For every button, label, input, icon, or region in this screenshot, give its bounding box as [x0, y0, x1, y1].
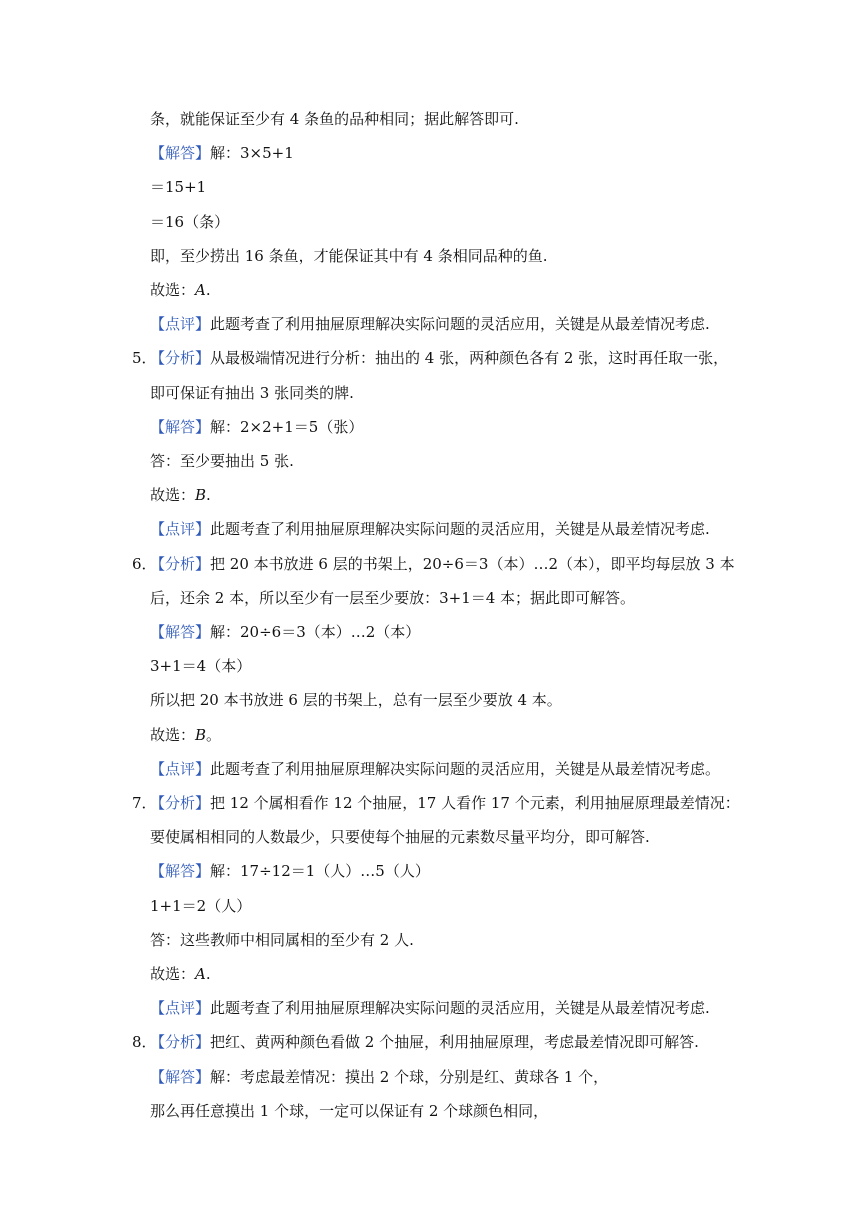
- question-number: 8．: [132, 1033, 157, 1052]
- text-line: [150, 929, 414, 951]
- line-text: 3+1＝4（本）: [150, 657, 252, 676]
- section-tag: 【分析】: [150, 1033, 211, 1052]
- answer-punct: .: [205, 281, 211, 299]
- line-text: 答：这些教师中相同属相的至少有 2 人.: [150, 930, 414, 949]
- line-text: 答：至少要抽出 5 张.: [150, 452, 294, 470]
- line-text: 条，就能保证至少有 4 条鱼的品种相同；据此解答即可.: [150, 110, 519, 128]
- line-text: 故选：: [150, 281, 196, 299]
- line-text: 后，还余 2 本，所以至少有一层至少要放：3+1＝4 本；据此即可解答。: [150, 588, 636, 607]
- text-line: [132, 553, 735, 575]
- text-line: [150, 382, 354, 404]
- answer-punct: .: [205, 965, 211, 983]
- section-tag: 【解答】: [150, 144, 211, 163]
- text-line: [150, 689, 562, 711]
- text-line: [150, 1066, 608, 1088]
- line-text: 把红、黄两种颜色看做 2 个抽屉，利用抽屉原理，考虑最差情况即可解答.: [210, 1033, 699, 1052]
- line-text: 解：17÷12＝1（人）…5（人）: [210, 862, 430, 881]
- text-line: [150, 724, 221, 746]
- section-tag: 【解答】: [150, 623, 211, 641]
- line-text: 所以把 20 本书放进 6 层的书架上，总有一层至少要放 4 本。: [150, 691, 562, 710]
- text-line: [132, 347, 729, 369]
- line-text: ＝15+1: [150, 178, 207, 197]
- text-line: [150, 655, 251, 677]
- text-line: [150, 450, 294, 472]
- line-text: 故选：: [150, 486, 196, 505]
- section-tag: 【点评】: [150, 999, 211, 1018]
- text-line: [150, 826, 650, 848]
- text-line: [150, 997, 710, 1019]
- text-line: [150, 279, 211, 301]
- section-tag: 【分析】: [150, 349, 211, 368]
- answer-punct: 。: [206, 725, 222, 744]
- section-tag: 【解答】: [150, 417, 211, 436]
- line-text: 此题考查了利用抽屉原理解决实际问题的灵活应用，关键是从最差情况考虑.: [210, 520, 710, 539]
- text-line: [132, 792, 740, 814]
- text-line: [150, 860, 430, 882]
- line-text: 故选：: [150, 725, 196, 744]
- text-line: [150, 313, 710, 335]
- text-line: [150, 895, 251, 917]
- question-number: 5．: [132, 349, 157, 368]
- text-line: [150, 211, 229, 233]
- line-text: 把 12 个属相看作 12 个抽屉，17 人看作 17 个元素，利用抽屉原理最差情况：: [210, 794, 740, 812]
- question-number: 6．: [132, 554, 157, 573]
- line-text: 解：3×5+1: [210, 144, 294, 163]
- section-tag: 【解答】: [150, 862, 211, 881]
- text-line: [132, 1031, 699, 1053]
- text-line: [150, 108, 519, 130]
- answer-letter: B: [195, 486, 207, 505]
- section-tag: 【分析】: [150, 554, 211, 573]
- line-text: 从最极端情况进行分析：抽出的 4 张，两种颜色各有 2 张，这时再任取一张，: [210, 349, 729, 368]
- answer-letter: B: [195, 725, 207, 744]
- text-line: [150, 758, 720, 780]
- line-text: 故选：: [150, 965, 196, 983]
- section-tag: 【分析】: [150, 794, 211, 812]
- answer-letter: A: [195, 281, 206, 299]
- answer-punct: .: [206, 486, 211, 505]
- section-tag: 【点评】: [150, 315, 211, 334]
- text-line: [150, 1100, 548, 1122]
- section-tag: 【解答】: [150, 1067, 211, 1086]
- text-line: [150, 245, 547, 267]
- line-text: 即，至少捞出 16 条鱼，才能保证其中有 4 条相同品种的鱼.: [150, 246, 548, 265]
- line-text: 解：20÷6＝3（本）…2（本）: [210, 623, 421, 641]
- section-tag: 【点评】: [150, 759, 211, 778]
- text-line: [150, 621, 420, 643]
- text-line: [150, 518, 710, 540]
- line-text: 即可保证有抽出 3 张同类的牌.: [150, 383, 354, 402]
- question-number: 7．: [132, 794, 157, 812]
- text-line: [150, 484, 211, 506]
- text-line: [150, 587, 635, 609]
- line-text: 解：考虑最差情况：摸出 2 个球，分别是红、黄球各 1 个，: [210, 1067, 609, 1086]
- answer-letter: A: [195, 965, 206, 983]
- line-text: 此题考查了利用抽屉原理解决实际问题的灵活应用，关键是从最差情况考虑.: [210, 999, 710, 1018]
- line-text: 此题考查了利用抽屉原理解决实际问题的灵活应用，关键是从最差情况考虑.: [210, 315, 710, 334]
- line-text: 1+1＝2（人）: [150, 896, 252, 915]
- text-line: [150, 176, 206, 198]
- line-text: 此题考查了利用抽屉原理解决实际问题的灵活应用，关键是从最差情况考虑。: [210, 759, 721, 778]
- section-tag: 【点评】: [150, 520, 211, 539]
- line-text: 要使属相相同的人数最少，只要使每个抽屉的元素数尽量平均分，即可解答.: [150, 828, 650, 847]
- text-line: [150, 142, 294, 164]
- line-text: 解：2×2+1＝5（张）: [210, 417, 364, 436]
- line-text: 那么再任意摸出 1 个球，一定可以保证有 2 个球颜色相同，: [150, 1101, 549, 1120]
- line-text: ＝16（条）: [150, 212, 230, 231]
- text-line: [150, 963, 211, 985]
- line-text: 把 20 本书放进 6 层的书架上，20÷6＝3（本）…2（本），即平均每层放 3 本: [210, 554, 735, 573]
- text-line: [150, 416, 363, 438]
